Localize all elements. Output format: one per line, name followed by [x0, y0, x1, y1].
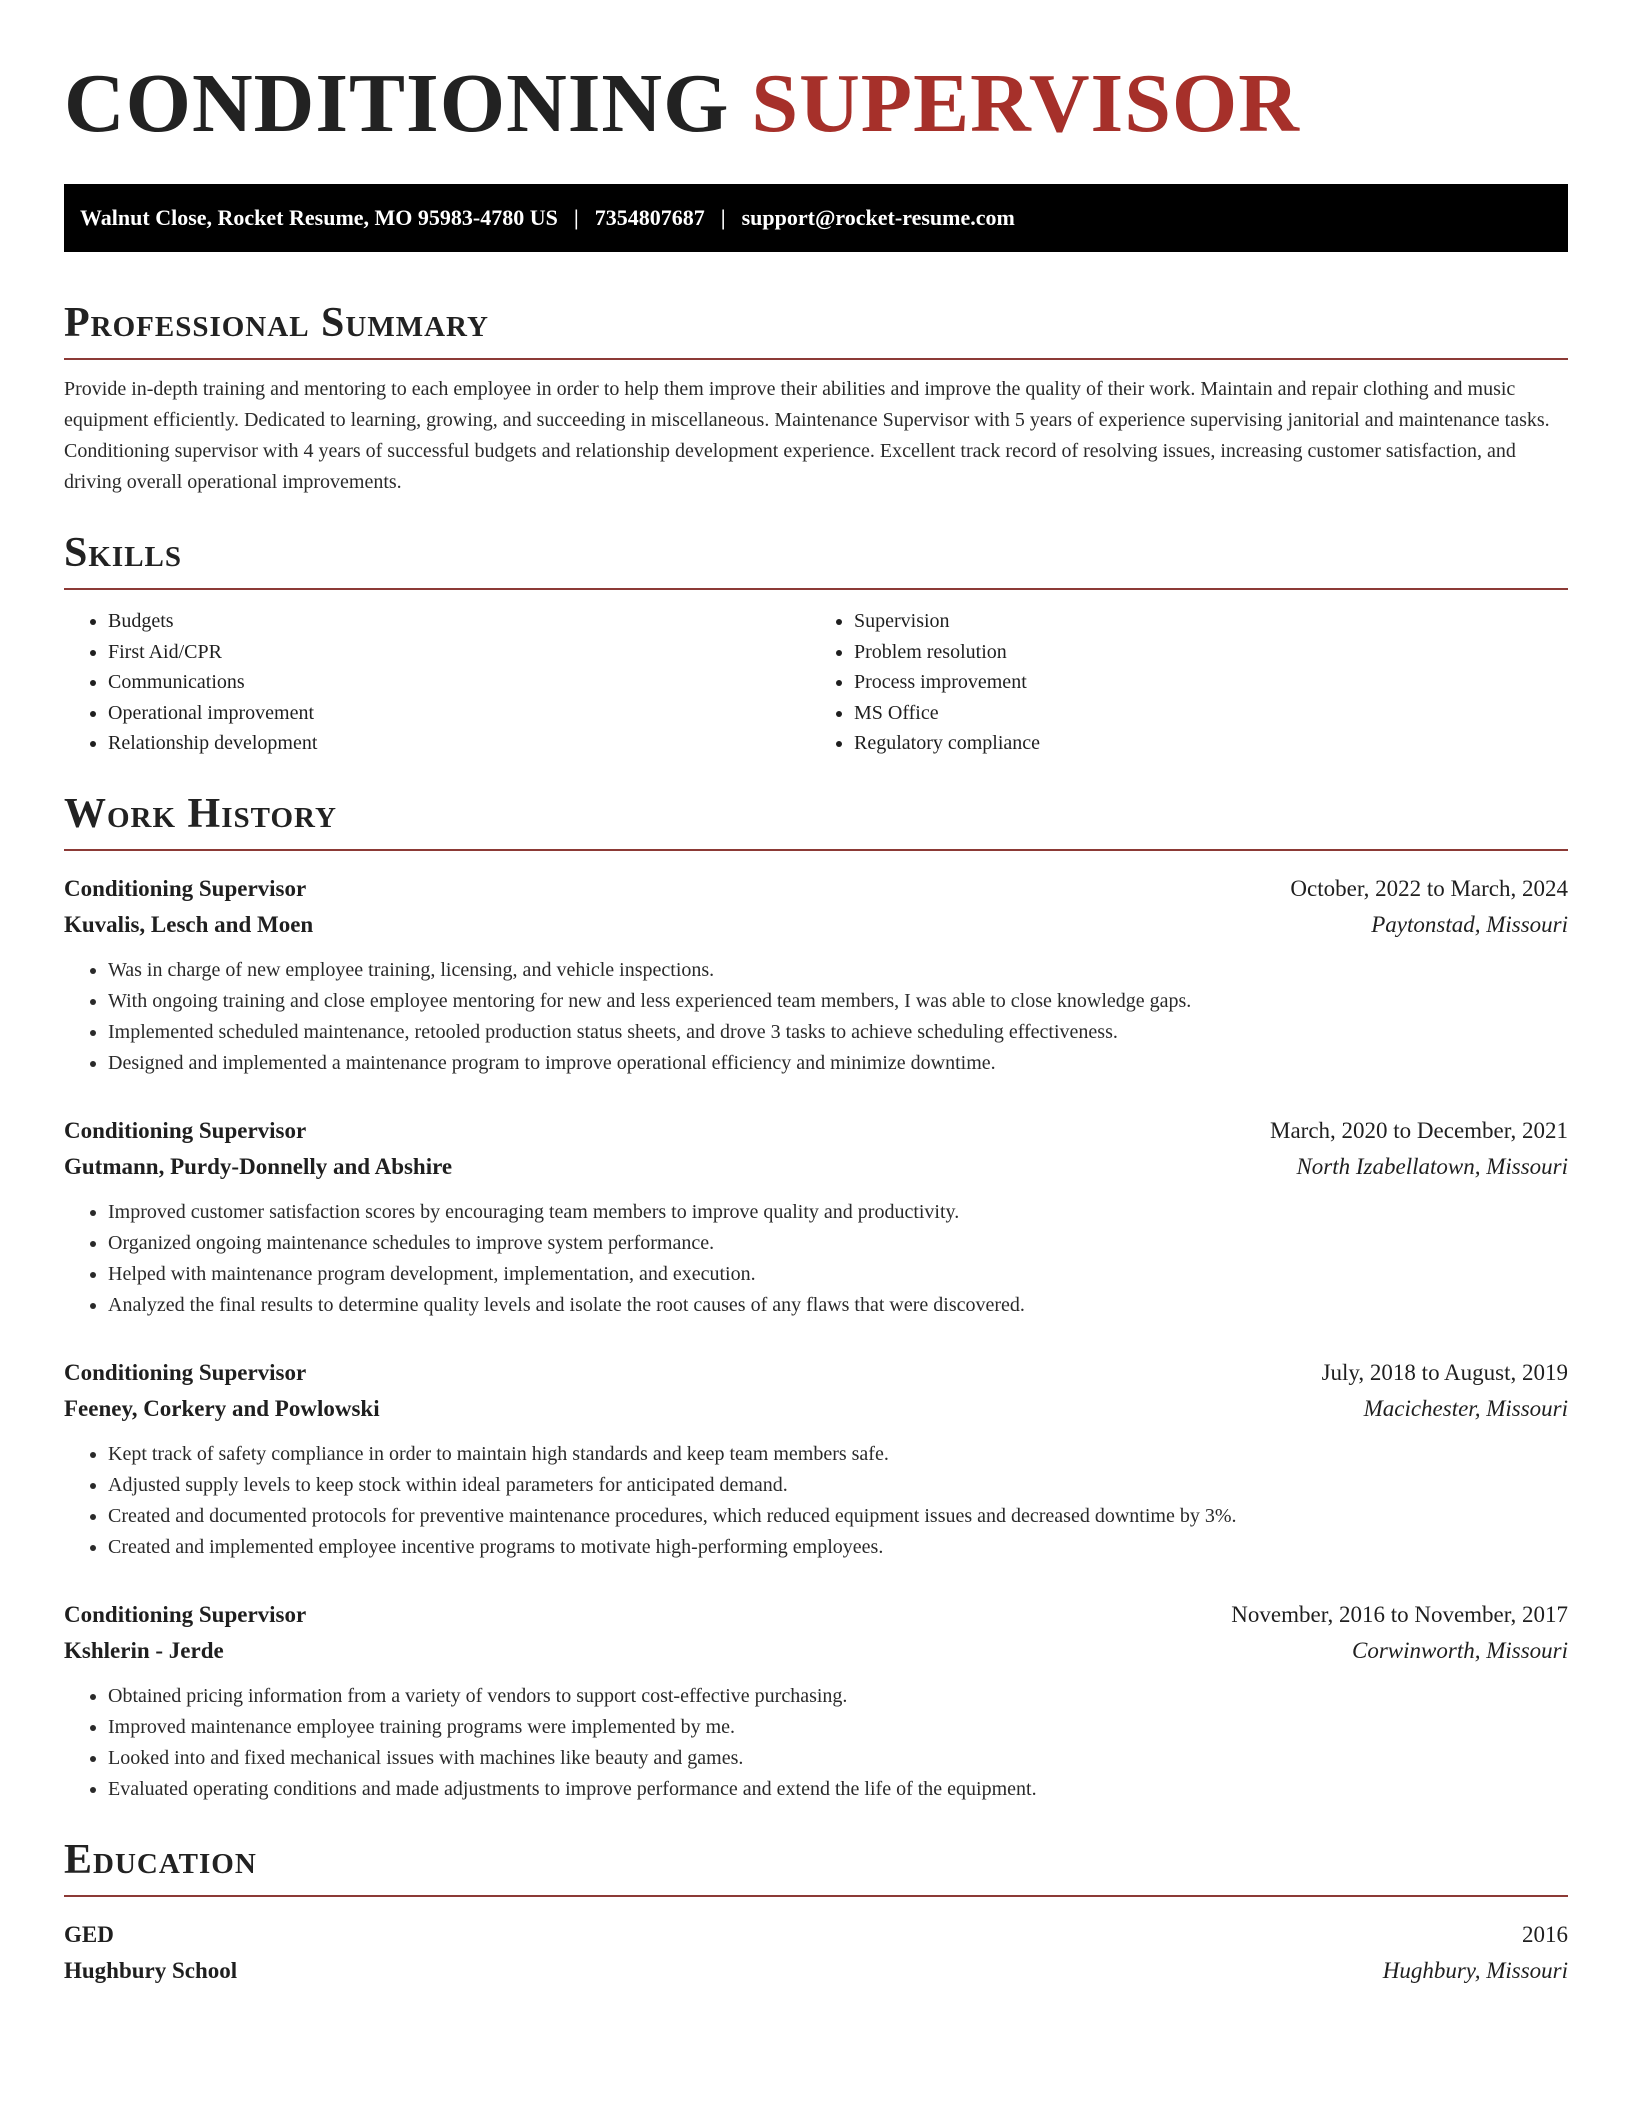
education-subheader [64, 1953, 1568, 1989]
skill-item: • Problem resolution [854, 637, 1568, 668]
job-bullet: • Analyzed the final results to determine quality levels and isolate the root causes of any flaws that were discovered. [108, 1290, 1568, 1321]
job-location: Paytonstad, Missouri [1371, 911, 1568, 937]
job-bullets [64, 1439, 1568, 1563]
skill-item: • Operational improvement [108, 698, 816, 729]
job-subheader [64, 907, 1568, 943]
job-dates: November, 2016 to November, 2017 [1231, 1601, 1568, 1627]
skill-item: • Budgets [108, 606, 816, 637]
job-entry [64, 871, 1568, 1079]
skills-column-right [816, 606, 1568, 759]
education-heading: Education [64, 1835, 1568, 1897]
job-location: Macichester, Missouri [1363, 1395, 1568, 1421]
job-title: Conditioning Supervisor [64, 1117, 307, 1143]
job-subheader [64, 1633, 1568, 1669]
contact-separator: | [573, 205, 579, 230]
skill-item: • Regulatory compliance [854, 728, 1568, 759]
job-bullet: • Created and implemented employee incentive programs to motivate high-performing employees. [108, 1532, 1568, 1563]
contact-email: support@rocket-resume.com [741, 205, 1015, 230]
job-bullet: • Designed and implemented a maintenance program to improve operational efficiency and minimize downtime. [108, 1048, 1568, 1079]
skill-item: • Communications [108, 667, 816, 698]
name-first: CONDITIONING [64, 57, 730, 150]
job-bullet: • Was in charge of new employee training, licensing, and vehicle inspections. [108, 955, 1568, 986]
job-dates: March, 2020 to December, 2021 [1270, 1117, 1568, 1143]
job-title: Conditioning Supervisor [64, 875, 307, 901]
skills-heading: Skills [64, 528, 1568, 590]
contact-address: Walnut Close, Rocket Resume, MO 95983-4780 US [80, 205, 558, 230]
skill-item: • MS Office [854, 698, 1568, 729]
education-header [64, 1917, 1568, 1953]
job-bullet: • Helped with maintenance program development, implementation, and execution. [108, 1259, 1568, 1290]
job-bullet: • Evaluated operating conditions and made adjustments to improve performance and extend the life of the equipment. [108, 1774, 1568, 1805]
education-section [64, 1835, 1568, 1989]
job-company: Gutmann, Purdy-Donnelly and Abshire [64, 1153, 453, 1179]
summary-text: Provide in-depth training and mentoring to each employee in order to help them improve their abilities and improve the quality of their work. Maintain and repair clothing and music equipment efficiently. Dedicated to learning, growing, and succeeding in miscellaneous. Maintenance Supervisor with 5 years of experience supervising janitorial and maintenance tasks. Conditioning supervisor with 4 years of successful budgets and relationship development experience. Excellent track record of resolving issues, increasing customer satisfaction, and driving overall operational improvements. [64, 378, 1550, 493]
education-school: Hughbury School [64, 1957, 238, 1983]
work-section [64, 789, 1568, 1805]
job-entry [64, 1597, 1568, 1805]
education-location: Hughbury, Missouri [1382, 1957, 1568, 1983]
skills-list [64, 606, 1568, 759]
job-company: Feeney, Corkery and Powlowski [64, 1395, 380, 1421]
job-bullet: • Adjusted supply levels to keep stock within ideal parameters for anticipated demand. [108, 1470, 1568, 1501]
job-entry [64, 1113, 1568, 1321]
job-company: Kuvalis, Lesch and Moen [64, 911, 314, 937]
job-title: Conditioning Supervisor [64, 1601, 307, 1627]
job-bullet: • Improved maintenance employee training programs were implemented by me. [108, 1712, 1568, 1743]
job-bullet: • Organized ongoing maintenance schedules to improve system performance. [108, 1228, 1568, 1259]
job-subheader [64, 1149, 1568, 1185]
job-bullet: • Obtained pricing information from a variety of vendors to support cost-effective purchasing. [108, 1681, 1568, 1712]
job-bullet: • Implemented scheduled maintenance, retooled production status sheets, and drove 3 tasks to achieve scheduling effectiveness. [108, 1017, 1568, 1048]
skill-item: • Process improvement [854, 667, 1568, 698]
summary-section [64, 298, 1568, 498]
job-entry [64, 1355, 1568, 1563]
job-bullet: • Created and documented protocols for preventive maintenance procedures, which reduced equipment issues and decreased downtime by 3%. [108, 1501, 1568, 1532]
contact-separator: | [720, 205, 726, 230]
job-bullets [64, 955, 1568, 1079]
skill-item: • First Aid/CPR [108, 637, 816, 668]
job-bullet: • Looked into and fixed mechanical issues with machines like beauty and games. [108, 1743, 1568, 1774]
job-dates: October, 2022 to March, 2024 [1290, 875, 1568, 901]
job-dates: July, 2018 to August, 2019 [1321, 1359, 1568, 1385]
skills-column-left [64, 606, 816, 759]
job-title: Conditioning Supervisor [64, 1359, 307, 1385]
job-header [64, 1597, 1568, 1633]
job-bullet: • With ongoing training and close employee mentoring for new and less experienced team members, I was able to close knowledge gaps. [108, 986, 1568, 1017]
job-bullet: • Improved customer satisfaction scores by encouraging team members to improve quality and productivity. [108, 1197, 1568, 1228]
job-header [64, 871, 1568, 907]
job-location: Corwinworth, Missouri [1352, 1637, 1568, 1663]
contact-phone: 7354807687 [594, 205, 705, 230]
summary-heading: Professional Summary [64, 298, 1568, 360]
contact-bar [64, 184, 1568, 252]
job-subheader [64, 1391, 1568, 1427]
job-bullets [64, 1681, 1568, 1805]
job-header [64, 1355, 1568, 1391]
name-last: SUPERVISOR [751, 57, 1300, 150]
job-bullets [64, 1197, 1568, 1321]
education-degree: GED [64, 1921, 114, 1947]
skill-item: • Relationship development [108, 728, 816, 759]
skills-section [64, 528, 1568, 759]
work-heading: Work History [64, 789, 1568, 851]
education-entry [64, 1917, 1568, 1989]
job-company: Kshlerin - Jerde [64, 1637, 224, 1663]
resume-name [64, 56, 1568, 152]
job-bullet: • Kept track of safety compliance in order to maintain high standards and keep team members safe. [108, 1439, 1568, 1470]
skill-item: • Supervision [854, 606, 1568, 637]
job-header [64, 1113, 1568, 1149]
job-location: North Izabellatown, Missouri [1296, 1153, 1568, 1179]
education-year: 2016 [1522, 1921, 1568, 1947]
